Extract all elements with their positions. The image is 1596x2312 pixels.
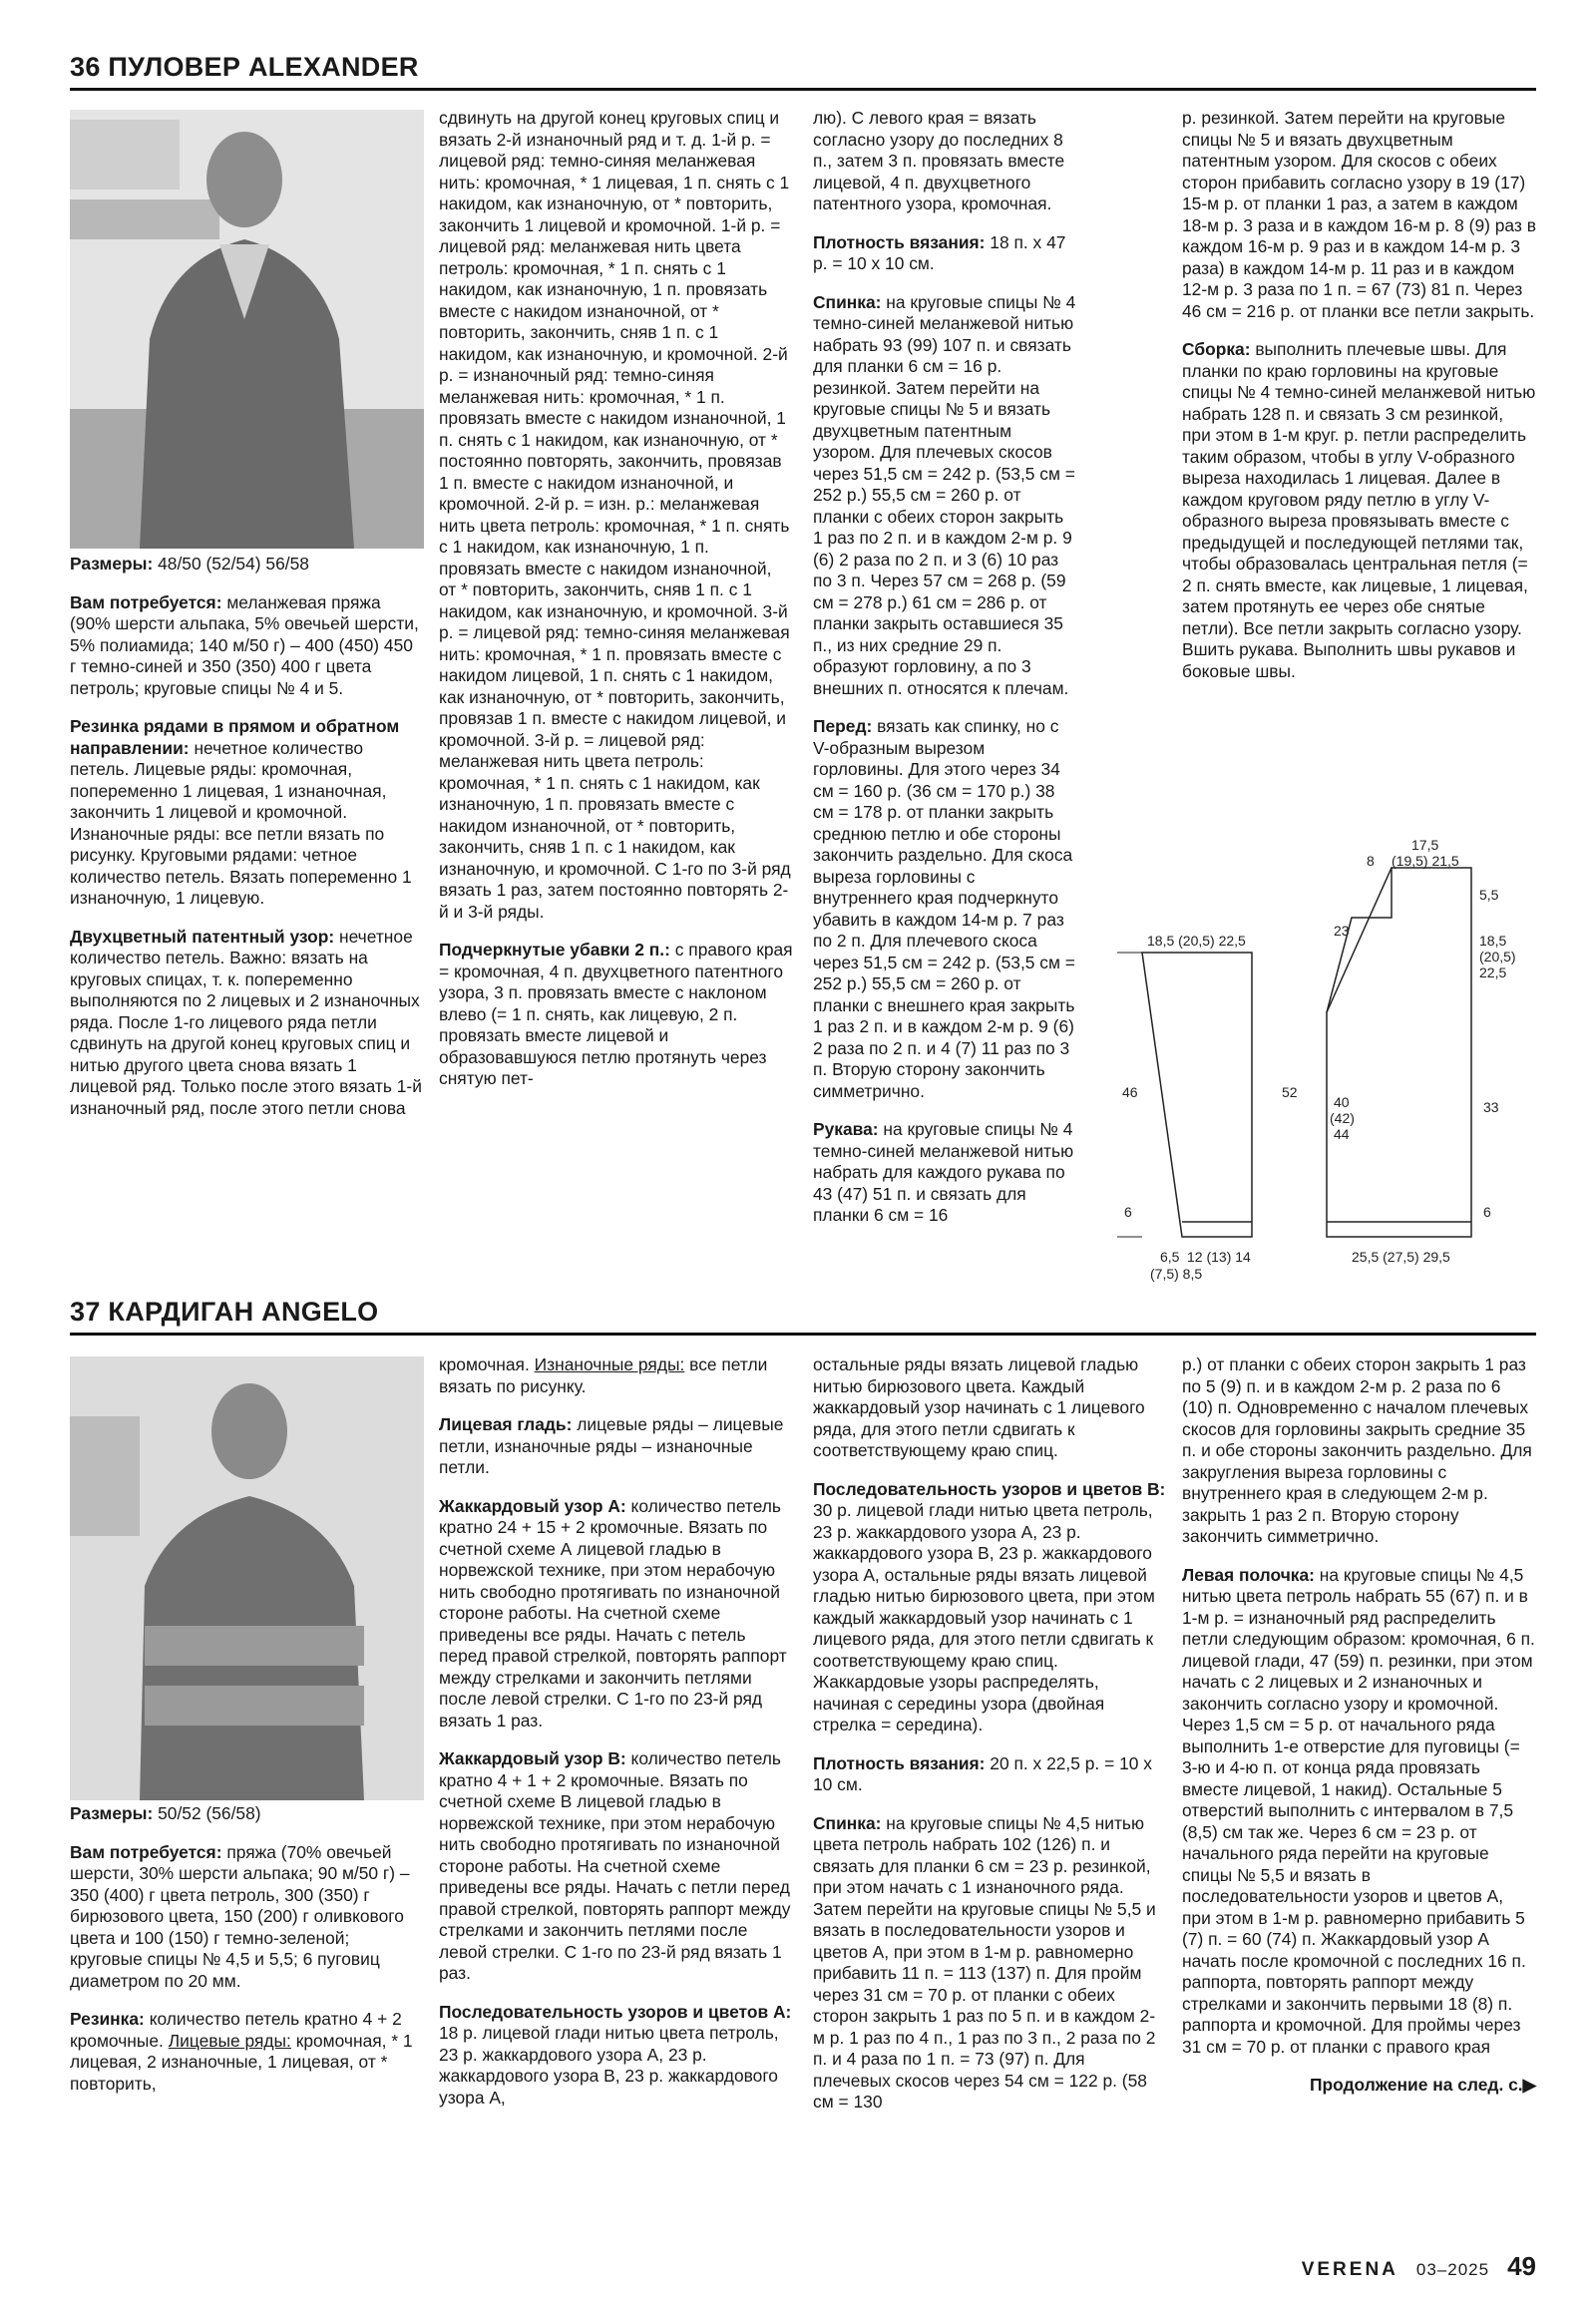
- dim-side: 33: [1483, 1099, 1499, 1115]
- dim-sleeve-cuff: 6: [1124, 1204, 1132, 1220]
- dim-v-depth: 23: [1334, 923, 1350, 939]
- issue-number: 03–2025: [1415, 2260, 1490, 2279]
- dim-sleeve-length: 46: [1122, 1084, 1138, 1100]
- page-footer: [1302, 2251, 1536, 2282]
- dim-shoulder: 5,5: [1479, 887, 1499, 903]
- dim-neck-width: 17,5: [1411, 838, 1439, 853]
- s37-column-2: кромочная. Изнаночные ряды: все петли вязать по рисунку. Лицевая гладь: лицевые ряды – лицевые петли, изнаночные ряды – изнаночные петли. Жаккардовый узор А: количество петель кратно 24 + 15 + 2 кромочные. Вязать по счетной схеме А лицевой гладью в норвежской технике, при этом нерабочую нить свободно протягивать по изнаночной стороне работы. На счетной схеме приведены все ряды. Начать с петель перед правой стрелкой, повторять раппорт между стрелками и закончить петлями после левой стрелки. С 1-го по 23-й ряд вязать 1 раз. Жаккардовый узор В: количество петель кратно 4 + 1 + 2 кромочные. Вязать по счетной схеме В лицевой гладью в норвежской технике, при этом нерабочую нить свободно протягивать по изнаночной стороне работы. На счетной схеме приведены все ряды. Начать с петли перед правой стрелкой, повторять раппорт между стрелками и закончить петлями после левой стрелки. С 1-го по 23-й ряд вязать 1 раз. Последовательность узоров и цветов А: 18 р. лицевой глади нитью цвета петроль, 23 р. жаккардового узора А, 23 р. жаккардового узора В, 23 р. жаккардового узора А,: [439, 1354, 792, 2108]
- s37-column-3: остальные ряды вязать лицевой гладью нитью бирюзового цвета. Каждый жаккардовый узор начинать с 1 лицевого ряда, для этого петли сдвигать к соответствующему краю спиц. Последовательность узоров и цветов В: 30 р. лицевой глади нитью цвета петроль, 23 р. жаккардового узора А, 23 р. жаккардового узора В, 23 р. жаккардового узора А, остальные ряды вязать лицевой гладью нитью бирюзового цвета, при этом каждый жаккардовый узор начинать с 1 лицевого ряда, для этого петли сдвигать к соответствующему краю спиц. Жаккардовые узоры распределять, начиная с середины узора (двойная стрелка = середина). Плотность вязания: 20 п. х 22,5 р. = 10 х 10 см. Спинка: на круговые спицы № 4,5 нитью цвета петроль набрать 102 (126) п. и связать для планки 6 см = 23 р. резинкой, при этом начать с 1 изнаночного ряда. Затем перейти на круговые спицы № 5,5 и вязать в последовательности узоров и цветов А, при этом в 1-м р. равномерно прибавить 11 п. = 113 (137) п. Для пройм через 31 см = 70 р. от планки с обеих сторон закрыть 1 раз по 5 п. и в каждом 2-м р. 1 раз по 4 п., 1 раз по 3 п., 2 раза по 2 п. и 4 раза по 1 п. = 73 (97) п. Для плечевых скосов через 54 см = 122 р. (58 см = 130: [813, 1354, 1166, 2112]
- sweater-model-photo: [70, 110, 424, 549]
- dim-neck-drop: 8: [1367, 853, 1375, 869]
- dim-armhole-3: 22,5: [1479, 964, 1507, 980]
- dim-half-width: 25,5 (27,5) 29,5: [1352, 1249, 1450, 1265]
- pattern-diagram: [1112, 838, 1541, 1287]
- dim-sleeve-bottom-a: 6,5: [1160, 1249, 1180, 1265]
- continued-note: Продолжение на след. с.▶: [1309, 2075, 1536, 2095]
- section-37-rule: [70, 1333, 1536, 1336]
- dim-front-length-2: (42): [1330, 1110, 1355, 1126]
- s36-column-1: Размеры: 48/50 (52/54) 56/58 Вам потребуется: меланжевая пряжа (90% шерсти альпака, 5% овечьей шерсти, 5% полиамида; 140 м/50 г) – 400 (450) 450 г темно-синей и 350 (350) 400 г цвета петроль; круговые спицы № 4 и 5. Резинка рядами в прямом и обратном направлении: нечетное количество петель. Лицевые ряды: кромочная, попеременно 1 лицевая, 1 изнаночная, закончить 1 лицевой и кромочной. Изнаночные ряды: все петли вязать по рисунку. Круговыми рядами: четное количество петель. Вязать попеременно 1 изнаночную, 1 лицевую. Двухцветный патентный узор: нечетное количество петель. Важно: вязать на круговых спицах, т. к. попеременно выполняются по 2 лицевых и 2 изнаночных ряда. После 1-го лицевого ряда петли сдвинуть на другой конец круговых спиц и нитью другого цвета снова вязать 1 лицевой ряд. Только после этого вязать 1-й изнаночный ряд, после этого петли снова: [70, 554, 422, 1118]
- dim-armhole-1: 18,5: [1479, 933, 1507, 949]
- section-36-title: 36 ПУЛОВЕР ALEXANDER: [70, 52, 419, 82]
- dim-neck-width-2: (19,5) 21,5: [1392, 853, 1459, 869]
- magazine-brand: VERENA: [1301, 2259, 1398, 2280]
- dim-body-cuff: 6: [1483, 1204, 1491, 1220]
- s37-column-4: р.) от планки с обеих сторон закрыть 1 раз по 5 (9) п. и в каждом 2-м р. 2 раза по 6 (10) п. Одновременно с началом плечевых скосов для горловины закрыть средние 35 п. и обе стороны закончить раздельно. Для закругления выреза горловины с внутреннего края в следующем 2-м р. закрыть 1 раз 2 п. Вторую сторону закончить симметрично. Левая полочка: на круговые спицы № 4,5 нитью цвета петроль набрать 55 (67) п. и в 1-м р. = изнаночный ряд распределить петли следующим образом: кромочная, 6 п. лицевой глади, 47 (59) п. резинки, при этом начать с 2 лицевых и 2 изнаночных и закончить согласно узору и кромочной. Через 1,5 см = 5 р. от начального ряда выполнить 1-е отверстие для пуговицы (= 3-ю и 4-ю п. от конца ряда провязать вместе лицевой, 1 накид). Остальные 5 отверстий выполнить с интервалом в 7,5 (8,5) см так же. Через 6 см = 23 р. от начального ряда перейти на круговые спицы № 5,5 и вязать в последовательности узоров и цветов А, при этом в 1-м р. равномерно прибавить 5 (7) п. = 60 (74) п. Жаккардовый узор А начать после кромочной с последних 16 п. раппорта, повторять раппорт между стрелками и закончить первыми 18 (8) п. раппорта и кромочной. Для проймы через 31 см = 70 р. от планки с правого края Продолжение на след. с.▶: [1182, 1354, 1536, 2095]
- s36-column-2: сдвинуть на другой конец круговых спиц и вязать 2-й изнаночный ряд и т. д. 1-й р. = лицевой ряд: темно-синяя меланжевая нить: кромочная, * 1 лицевая, 1 п. снять с 1 накидом, как изнаночную, от * повторить, закончить 1 лицевой и кромочной. 1-й р. = лицевой ряд: меланжевая нить цвета петроль: кромочная, * 1 п. снять с 1 накидом, как изнаночную, 1 п. провязать вместе с накидом изнаночной, от * повторить, закончить, сняв 1 п. с 1 накидом, как изнаночную, и кромочной. 2-й р. = изнаночный ряд: темно-синяя меланжевая нить: кромочная, * 1 п. провязать вместе с накидом изнаночной, 1 п. снять с 1 накидом, как изнаночную, от * постоянно повторять, закончить, провязав 1 п. вместе с накидом изнаночной, и кромочной. 2-й р. = изн. р.: меланжевая нить цвета петроль: кромочная, * 1 п. снять с 1 накидом, как изнаночную, 1 п. провязать вместе с накидом изнаночной, от * повторить, закончить, сняв 1 п. с 1 накидом, как изнаночную, и кромочной. 3-й р. = лицевой ряд: темно-синяя меланжевая нить: кромочная, * 1 п. провязать вместе с накидом лицевой, 1 п. снять с 1 накидом, как изнаночную, от * повторить, закончить, провязав 1 п. вместе с накидом лицевой, и кромочной. 3-й р. = лицевой ряд: меланжевая нить цвета петроль: кромочная, * 1 п. снять с 1 накидом, как изнаночную, 1 п. провязать вместе с накидом изнаночной, от * повторить, закончить, сняв 1 п. с 1 накидом, как изнаночную, и кромочной. С 1-го по 3-й ряд вязать 1 раз, затем постоянно повторять 2-й и 3-й ряды. Подчеркнутые убавки 2 п.: с правого края = кромочная, 4 п. двухцветного патентного узора, 3 п. провязать вместе с наклоном влево (= 1 п. снять, как лицевую, 2 п. провязать вместе лицевой и образовавшуюся петлю протянуть через снятую пет-: [439, 108, 793, 1088]
- s36-column-3: лю). С левого края = вязать согласно узору до последних 8 п., затем 3 п. провязать вместе лицевой, 4 п. двухцветного патентного узора, кромочная. Плотность вязания: 18 п. х 47 р. = 10 х 10 см. Спинка: на круговые спицы № 4 темно-синей меланжевой нитью набрать 93 (99) 107 п. и связать для планки 6 см = 16 р. резинкой. Затем перейти на круговые спицы № 5 и вязать двухцветным патентным узором. Для плечевых скосов через 51,5 см = 242 р. (53,5 см = 252 р.) 55,5 см = 260 р. от планки с обеих сторон закрыть 1 раз по 2 п. и в каждом 2-м р. 9 (6) 2 раза по 2 п. и 3 (6) 10 раз по 3 п. Через 57 см = 268 р. (59 см = 278 р.) 61 см = 286 р. от планки закрыть оставшиеся 35 п., из них средние 29 п. образуют горловину, а по 3 внешних п. относятся к плечам. Перед: вязать как спинку, но с V-образным вырезом горловины. Для этого через 34 см = 160 р. (36 см = 170 р.) 38 см = 178 р. от планки закрыть среднюю петлю и обе стороны закончить раздельно. Для скоса выреза горловины с внутреннего края подчеркнуто убавить в каждом 14-м р. 7 раз по 2 п. Для плечевого скоса через 51,5 см = 242 р. (53,5 см = 252 р.) 55,5 см = 260 р. от планки с внешнего края закрыть 1 раз 2 п. и в каждом 2-м р. 9 (6) 2 раза по 2 п. и 4 (7) 11 раз по 3 п. Вторую сторону закончить симметрично. Рукава: на круговые спицы № 4 темно-синей меланжевой нитью набрать для каждого рукава по 43 (47) 51 п. и связать для планки 6 см = 16: [813, 108, 1076, 1225]
- dim-front-length-3: 44: [1334, 1126, 1350, 1142]
- dim-sleeve-bottom-b: 12 (13) 14: [1187, 1249, 1251, 1265]
- s37-column-1: Размеры: 50/52 (56/58) Вам потребуется: пряжа (70% овечьей шерсти, 30% шерсти альпака; 90 м/50 г) – 350 (400) г цвета петроль, 300 (350) г бирюзового цвета, 150 (200) г оливкового цвета и 100 (150) г темно-зеленой; круговые спицы № 4,5 и 5,5; 6 пуговиц диаметром по 20 мм. Резинка: количество петель кратно 4 + 2 кромочные. Лицевые ряды: кромочная, * 1 лицевая, 2 изнаночные, 1 лицевая, от * повторить,: [70, 1803, 413, 2094]
- dim-sleeve-bottom-a2: (7,5) 8,5: [1150, 1266, 1203, 1282]
- dim-front-length-1: 40: [1334, 1094, 1350, 1110]
- dim-body-length: 52: [1282, 1084, 1298, 1100]
- page-number: 49: [1507, 2251, 1536, 2281]
- dim-armhole-2: (20,5): [1479, 949, 1516, 964]
- s36-column-4: р. резинкой. Затем перейти на круговые спицы № 5 и вязать двухцветным патентным узором. Для скосов с обеих сторон прибавить согласно узору в 19 (17) 15-м р. от планки 1 раз, а затем в каждом 18-м р. 3 раза и в каждом 16-м р. 8 (9) раз в каждом 16-м р. 9 раз и в каждом 14-м р. 3 раза) в каждом 14-м р. 11 раз и в каждом 12-м р. 3 раза по 1 п. = 67 (73) 81 п. Через 46 см = 216 р. от планки все петли закрыть. Сборка: выполнить плечевые швы. Для планки по краю горловины на круговые спицы № 4 темно-синей меланжевой нитью набрать 128 п. и связать 3 см резинкой, при этом в 1-м круг. р. петли распределить таким образом, чтобы в углу V-образного выреза находилась 1 лицевая. Далее в каждом круговом ряду петлю в углу V-образного выреза провязывать вместе с предыдущей и последующей петлями так, чтобы образовалась центральная петля (= 2 п. снять вместе, как лицевые, 1 лицевая, затем протянуть ее через обе снятые петли). Все петли закрыть согласно узору. Вшить рукава. Выполнить швы рукавов и боковые швы.: [1182, 108, 1536, 681]
- diagram-labels: [1122, 838, 1516, 1282]
- section-37-title: 37 КАРДИГАН ANGELO: [70, 1297, 379, 1327]
- dim-sleeve-top: 18,5 (20,5) 22,5: [1147, 933, 1246, 949]
- section-36-rule: [70, 88, 1536, 91]
- cardigan-model-photo: [70, 1356, 424, 1800]
